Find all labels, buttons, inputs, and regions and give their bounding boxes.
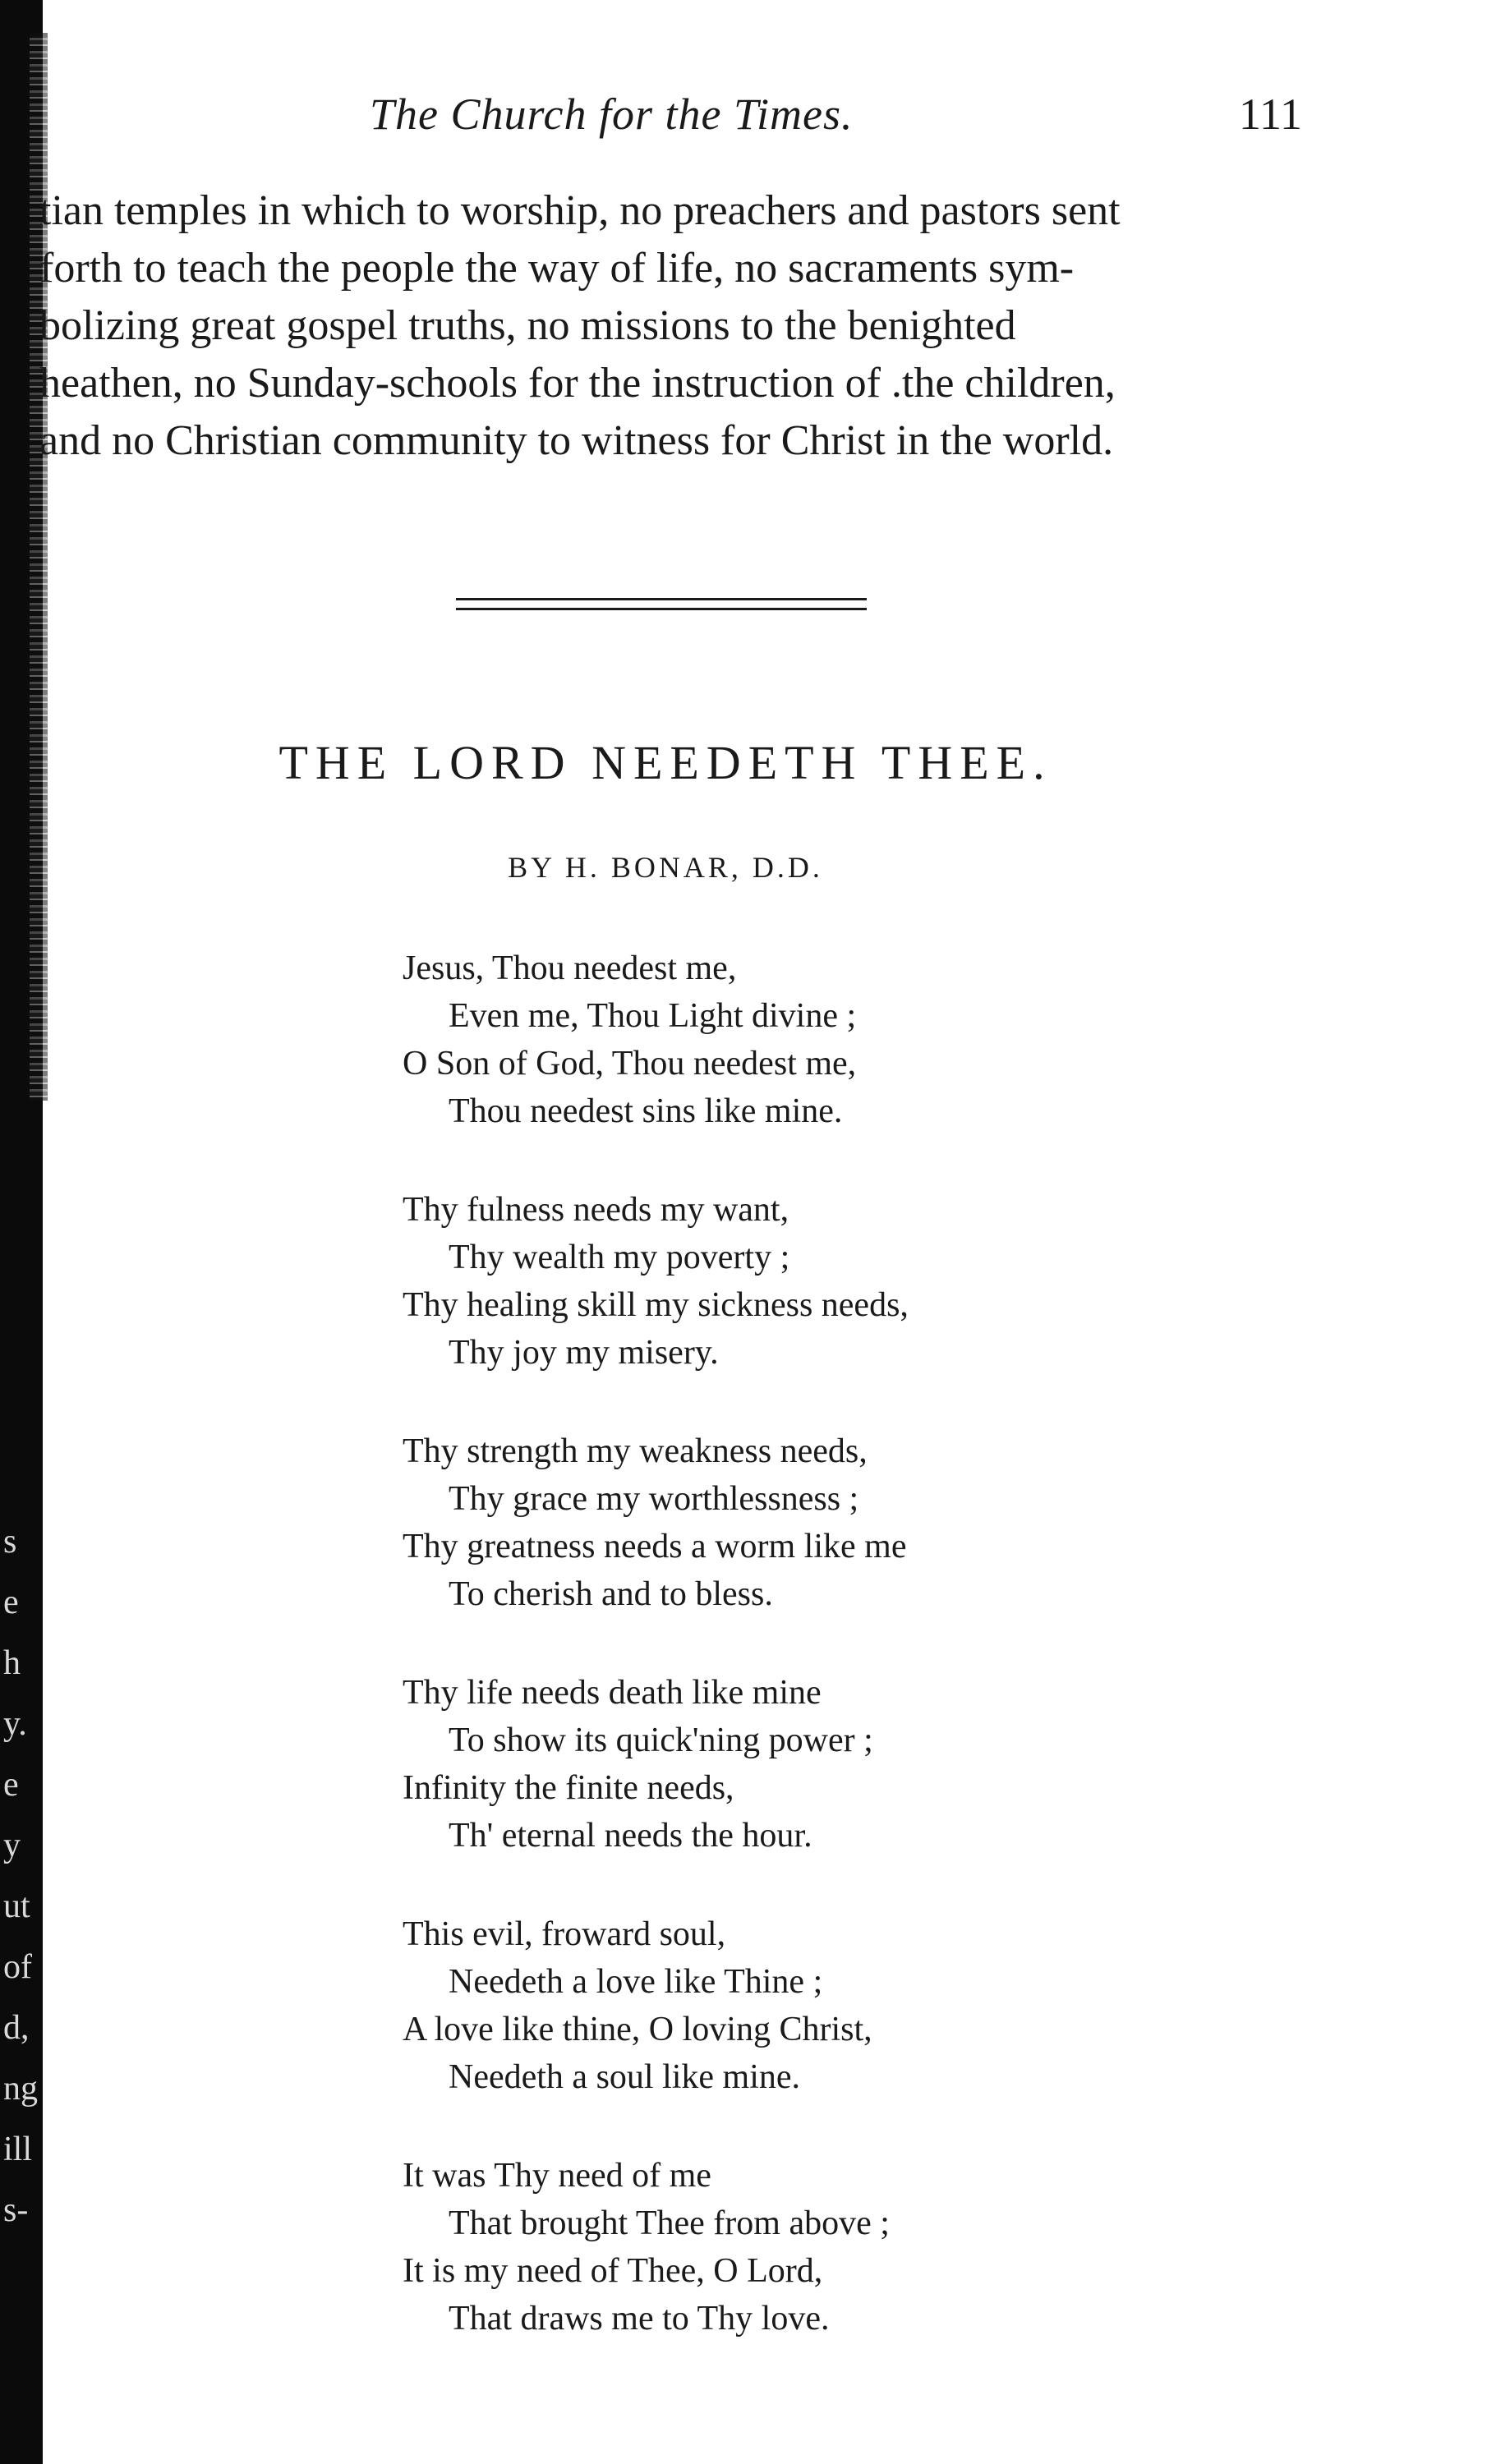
poem-line: Needeth a love like Thine ; xyxy=(449,1963,823,2001)
prose-line: bolizing great gospel truths, no missions to the benighted xyxy=(39,302,1016,349)
stanza xyxy=(403,2152,1142,2342)
poem-line: Thy strength my weakness needs, xyxy=(403,1432,868,1470)
stanza xyxy=(403,1910,1142,2101)
poem-line: O Son of God, Thou needest me, xyxy=(403,1045,857,1083)
poem-line: Thy fulness needs my want, xyxy=(403,1191,789,1229)
poem-byline: BY H. BONAR, D.D. xyxy=(508,851,823,884)
poem-line: Thy joy my misery. xyxy=(449,1334,719,1372)
poem-line: It is my need of Thee, O Lord, xyxy=(403,2252,823,2290)
poem-line: Thou needest sins like mine. xyxy=(449,1092,843,1130)
margin-fragment: ut xyxy=(3,1887,30,1925)
poem-line: Thy healing skill my sickness needs, xyxy=(403,1286,909,1324)
poem-line: Thy greatness needs a worm like me xyxy=(403,1528,907,1565)
stanza xyxy=(403,1427,1142,1618)
prose-paragraph xyxy=(39,182,1310,470)
stanza xyxy=(403,1186,1142,1377)
poem-line: That draws me to Thy love. xyxy=(449,2300,830,2338)
prose-line: heathen, no Sunday-schools for the instruction of .the children, xyxy=(39,360,1116,407)
poem-line: To cherish and to bless. xyxy=(449,1575,773,1613)
prose-line: forth to teach the people the way of life, no sacraments sym- xyxy=(39,245,1075,292)
poem-line: Thy grace my worthlessness ; xyxy=(449,1480,859,1518)
poem-line: Thy wealth my poverty ; xyxy=(449,1239,790,1276)
margin-fragment: ill xyxy=(3,2131,33,2168)
margin-fragment: of xyxy=(3,1948,32,1986)
section-divider-rule xyxy=(456,608,867,610)
stanza xyxy=(403,1669,1142,1859)
margin-fragment: y. xyxy=(3,1705,27,1743)
poem-line: Infinity the finite needs, xyxy=(403,1769,734,1807)
margin-fragment: y xyxy=(3,1827,21,1864)
running-head: The Church for the Times. xyxy=(370,90,854,139)
margin-fragment: d, xyxy=(3,2009,30,2047)
poem-body xyxy=(403,945,1142,2393)
poem-title: THE LORD NEEDETH THEE. xyxy=(278,736,1052,789)
margin-fragment: s- xyxy=(3,2191,29,2229)
adjacent-page-fragments xyxy=(3,1511,38,2241)
poem-line: Needeth a soul like mine. xyxy=(449,2058,801,2096)
stanza xyxy=(403,945,1142,1135)
poem-line: That brought Thee from above ; xyxy=(449,2204,890,2242)
prose-line: and no Christian community to witness for Christ in the world. xyxy=(39,417,1114,464)
poem-line: This evil, froward soul, xyxy=(403,1915,726,1953)
poem-line: A love like thine, O loving Christ, xyxy=(403,2011,872,2048)
poem-line: Th' eternal needs the hour. xyxy=(449,1817,812,1855)
margin-fragment: e xyxy=(3,1584,19,1621)
margin-fragment: s xyxy=(3,1523,17,1561)
poem-line: To show its quick'ning power ; xyxy=(449,1722,873,1759)
margin-fragment: ng xyxy=(3,2070,38,2108)
poem-line: Jesus, Thou needest me, xyxy=(403,949,737,987)
poem-line: Even me, Thou Light divine ; xyxy=(449,997,857,1035)
prose-line: tian temples in which to worship, no preachers and pastors sent xyxy=(39,187,1121,234)
poem-line: Thy life needs death like mine xyxy=(403,1674,822,1712)
margin-fragment: h xyxy=(3,1644,21,1682)
page-number: 111 xyxy=(1239,90,1302,139)
section-divider-rule xyxy=(456,598,867,600)
margin-fragment: e xyxy=(3,1766,19,1804)
poem-line: It was Thy need of me xyxy=(403,2157,711,2195)
